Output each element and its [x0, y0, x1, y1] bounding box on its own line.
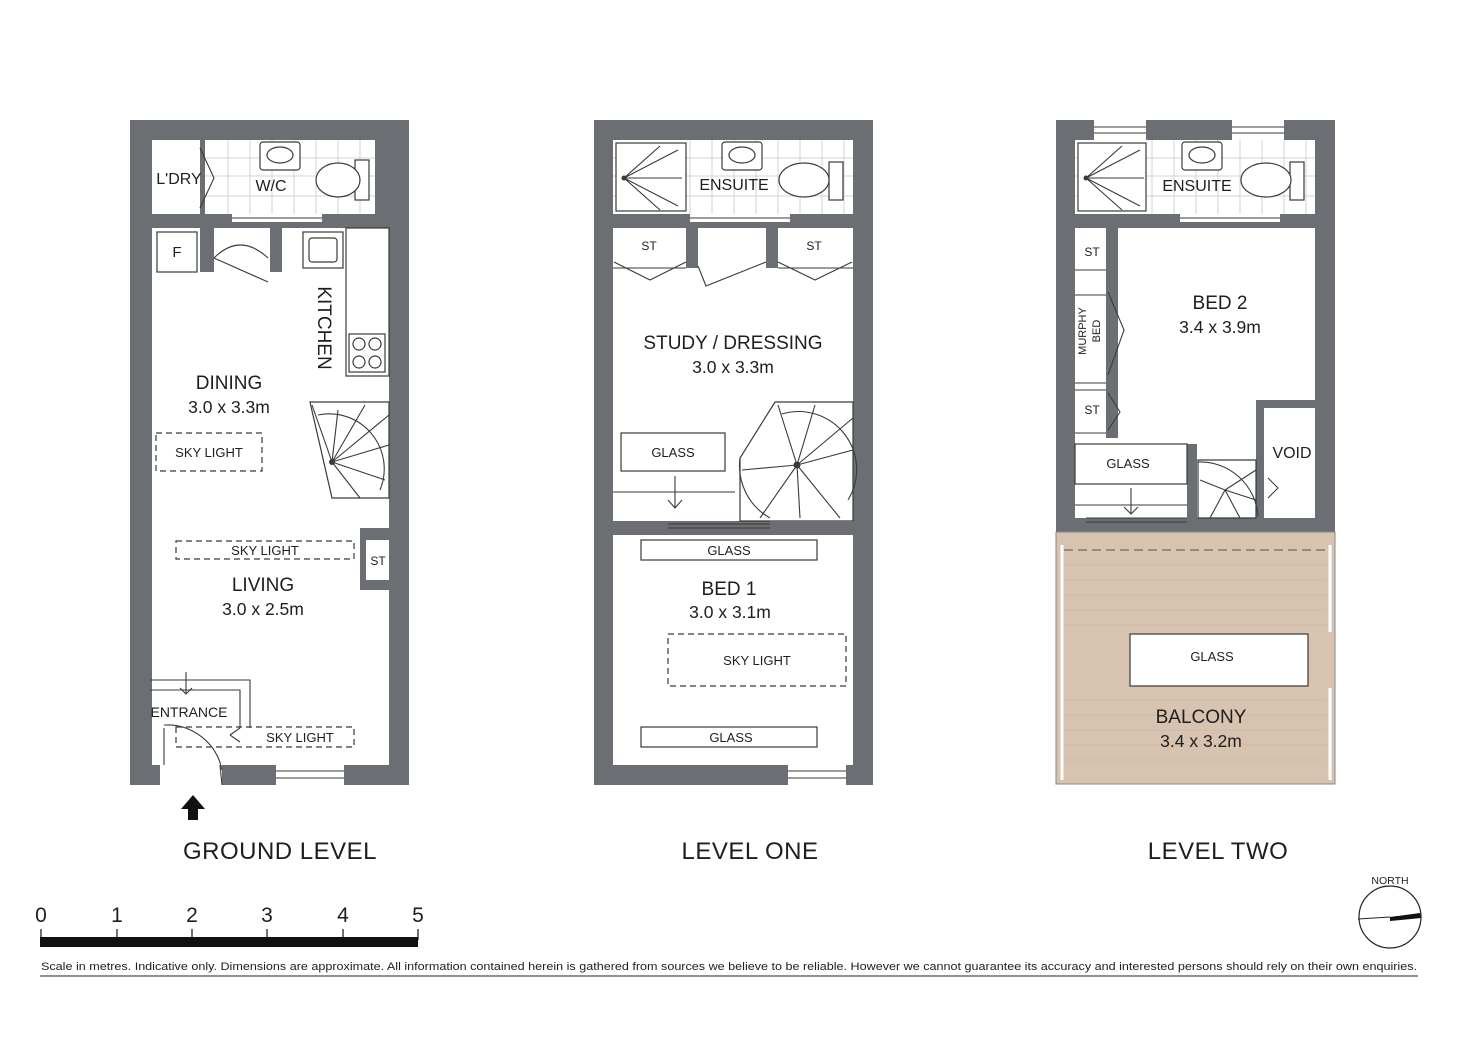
bed2-size: 3.4 x 3.9m	[1179, 317, 1261, 337]
scale-tick-3: 3	[261, 904, 273, 927]
bed1-size: 3.0 x 3.1m	[689, 602, 771, 622]
murphy-bed-label: BED	[1091, 319, 1103, 343]
wc-label: W/C	[255, 178, 287, 195]
ensuite-label-two: ENSUITE	[1162, 178, 1232, 195]
entrance-opening	[160, 765, 222, 785]
cooktop-icon	[349, 334, 385, 372]
skylight-entrance-label: SKY LIGHT	[266, 730, 334, 745]
living-name: LIVING	[231, 575, 295, 596]
ground-storage-label: ST	[370, 554, 386, 568]
skylight-bed1-label: SKY LIGHT	[723, 653, 791, 668]
north-compass-icon	[1358, 875, 1421, 948]
storage-left-label: ST	[641, 239, 657, 253]
skylight-living-label: SKY LIGHT	[231, 543, 299, 558]
fridge-label: F	[172, 244, 182, 261]
scale-tick-0: 0	[35, 904, 47, 927]
laundry-label: L'DRY	[156, 171, 202, 188]
glass-level-two-label: GLASS	[1106, 456, 1150, 471]
bed2-name: BED 2	[1192, 293, 1248, 314]
void-area	[1264, 408, 1315, 518]
storage-top-label: ST	[1084, 245, 1100, 259]
dining-name: DINING	[195, 373, 263, 394]
ground-level-title: GROUND LEVEL	[182, 838, 378, 865]
scale-tick-5: 5	[412, 904, 424, 927]
glass-balcony-label: GLASS	[1190, 649, 1234, 664]
study-size: 3.0 x 3.3m	[692, 357, 774, 377]
glass-stair-label: GLASS	[651, 445, 695, 460]
basin-icon	[722, 142, 762, 170]
study-name: STUDY / DRESSING	[643, 333, 823, 354]
entry-arrow-icon	[181, 795, 205, 820]
glass-top-label: GLASS	[707, 543, 751, 558]
ground-window	[276, 765, 344, 785]
level-one-window	[788, 765, 846, 785]
balcony-name: BALCONY	[1155, 707, 1247, 728]
ensuite-label-one: ENSUITE	[699, 177, 769, 194]
scale-tick-2: 2	[186, 904, 198, 927]
basin-icon	[260, 142, 300, 170]
balcony-size: 3.4 x 3.2m	[1160, 731, 1242, 751]
level-one-title: LEVEL ONE	[681, 838, 819, 865]
scale-tick-1: 1	[111, 904, 123, 927]
storage-bottom-label: ST	[1084, 403, 1100, 417]
scale-bar	[35, 904, 424, 947]
entrance-label: ENTRANCE	[150, 704, 228, 720]
glass-bottom-label: GLASS	[709, 730, 753, 745]
living-size: 3.0 x 2.5m	[222, 599, 304, 619]
void-label: VOID	[1272, 445, 1312, 462]
level-two-plan	[1056, 120, 1335, 865]
ground-level-plan	[130, 120, 409, 865]
basin-icon	[1182, 142, 1222, 170]
dining-size: 3.0 x 3.3m	[188, 397, 270, 417]
disclaimer-text: Scale in metres. Indicative only. Dimensions are approximate. All information contained herein is gathered from sources we believe to be reliable. However we cannot guarantee its accuracy and interested persons should rely on their own enquiries.	[41, 961, 1417, 973]
level-two-title: LEVEL TWO	[1147, 838, 1289, 865]
level-one-plan	[594, 120, 873, 865]
murphy-label: MURPHY	[1077, 307, 1089, 355]
shower-icon	[1078, 143, 1146, 211]
north-label: NORTH	[1371, 875, 1409, 887]
sink-icon	[303, 232, 343, 268]
skylight-dining-label: SKY LIGHT	[175, 445, 243, 460]
kitchen-label: KITCHEN	[313, 286, 334, 370]
shower-icon	[616, 143, 686, 211]
scale-tick-4: 4	[337, 904, 349, 927]
scale-bar-line	[40, 937, 418, 947]
bed1-name: BED 1	[701, 579, 757, 600]
storage-right-label: ST	[806, 239, 822, 253]
